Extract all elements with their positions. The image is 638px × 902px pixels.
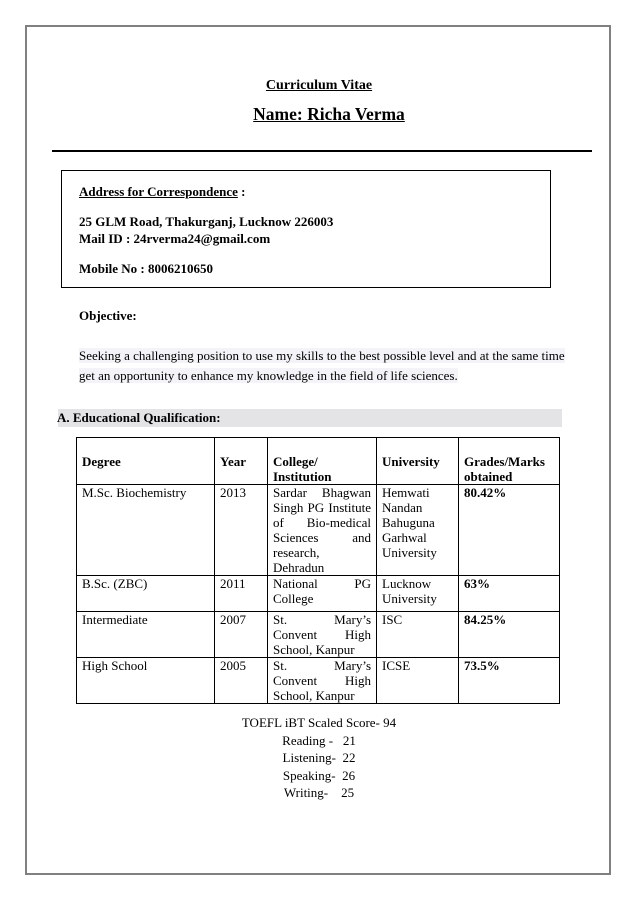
grade-cell: 84.25% xyxy=(459,612,560,658)
grade-cell: 73.5% xyxy=(459,658,560,704)
objective-line-2: get an opportunity to enhance my knowledge in the field of life sciences. xyxy=(79,367,458,383)
address-line: 25 GLM Road, Thakurganj, Lucknow 226003 xyxy=(79,214,334,229)
objective-line-1: Seeking a challenging position to use my skills to the best possible level and at the same time xyxy=(79,348,565,363)
toefl-reading: Reading - 21 xyxy=(282,732,356,748)
table-row xyxy=(77,485,560,576)
table-row xyxy=(77,576,560,612)
year-cell: 2005 xyxy=(215,658,268,704)
year-cell: 2007 xyxy=(215,612,268,658)
header-college: College/ Institution xyxy=(268,438,377,485)
header-degree: Degree xyxy=(77,438,215,485)
grade-cell: 63% xyxy=(459,576,560,612)
year-cell: 2011 xyxy=(215,576,268,612)
degree-cell: B.Sc. (ZBC) xyxy=(77,576,215,612)
objective-text xyxy=(79,346,569,385)
table-row xyxy=(77,658,560,704)
toefl-writing: Writing- 25 xyxy=(283,785,355,800)
year-cell: 2013 xyxy=(215,485,268,576)
degree-cell: M.Sc. Biochemistry xyxy=(77,485,215,576)
grade-cell: 80.42% xyxy=(459,485,560,576)
university-cell: Lucknow University xyxy=(377,576,459,612)
address-heading xyxy=(79,184,245,200)
header-year: Year xyxy=(215,438,268,485)
education-heading: A. Educational Qualification: xyxy=(57,410,221,425)
mail-id: Mail ID : 24rverma24@gmail.com xyxy=(79,231,271,246)
candidate-name: Name: Richa Verma xyxy=(253,104,405,124)
education-table xyxy=(76,437,560,704)
college-cell: St. Mary’s Convent High School, Kanpur xyxy=(268,658,377,704)
college-cell: Sardar Bhagwan Singh PG Institute of Bio-medical Sciences and research, Dehradun xyxy=(268,485,377,576)
university-cell: Hemwati Nandan Bahuguna Garhwal University xyxy=(377,485,459,576)
table-header-row xyxy=(77,438,560,485)
address-heading-colon: : xyxy=(237,184,246,199)
degree-cell: High School xyxy=(77,658,215,704)
objective-heading: Objective: xyxy=(79,308,137,323)
table-row xyxy=(77,612,560,658)
college-cell: St. Mary’s Convent High School, Kanpur xyxy=(268,612,377,658)
toefl-listening: Listening- 22 xyxy=(282,750,356,765)
header-rule xyxy=(52,150,592,152)
university-cell: ICSE xyxy=(377,658,459,704)
university-cell: ISC xyxy=(377,612,459,658)
toefl-speaking: Speaking- 26 xyxy=(282,767,356,783)
toefl-scores xyxy=(0,714,638,802)
mobile-number: Mobile No : 8006210650 xyxy=(79,261,213,276)
degree-cell: Intermediate xyxy=(77,612,215,658)
cv-title: Curriculum Vitae xyxy=(265,78,373,93)
toefl-total: TOEFL iBT Scaled Score- 94 xyxy=(241,715,397,730)
address-heading-label: Address for Correspondence xyxy=(79,184,238,199)
header-grades: Grades/Marks obtained xyxy=(459,438,560,485)
college-cell: National PG College xyxy=(268,576,377,612)
header-university: University xyxy=(377,438,459,485)
